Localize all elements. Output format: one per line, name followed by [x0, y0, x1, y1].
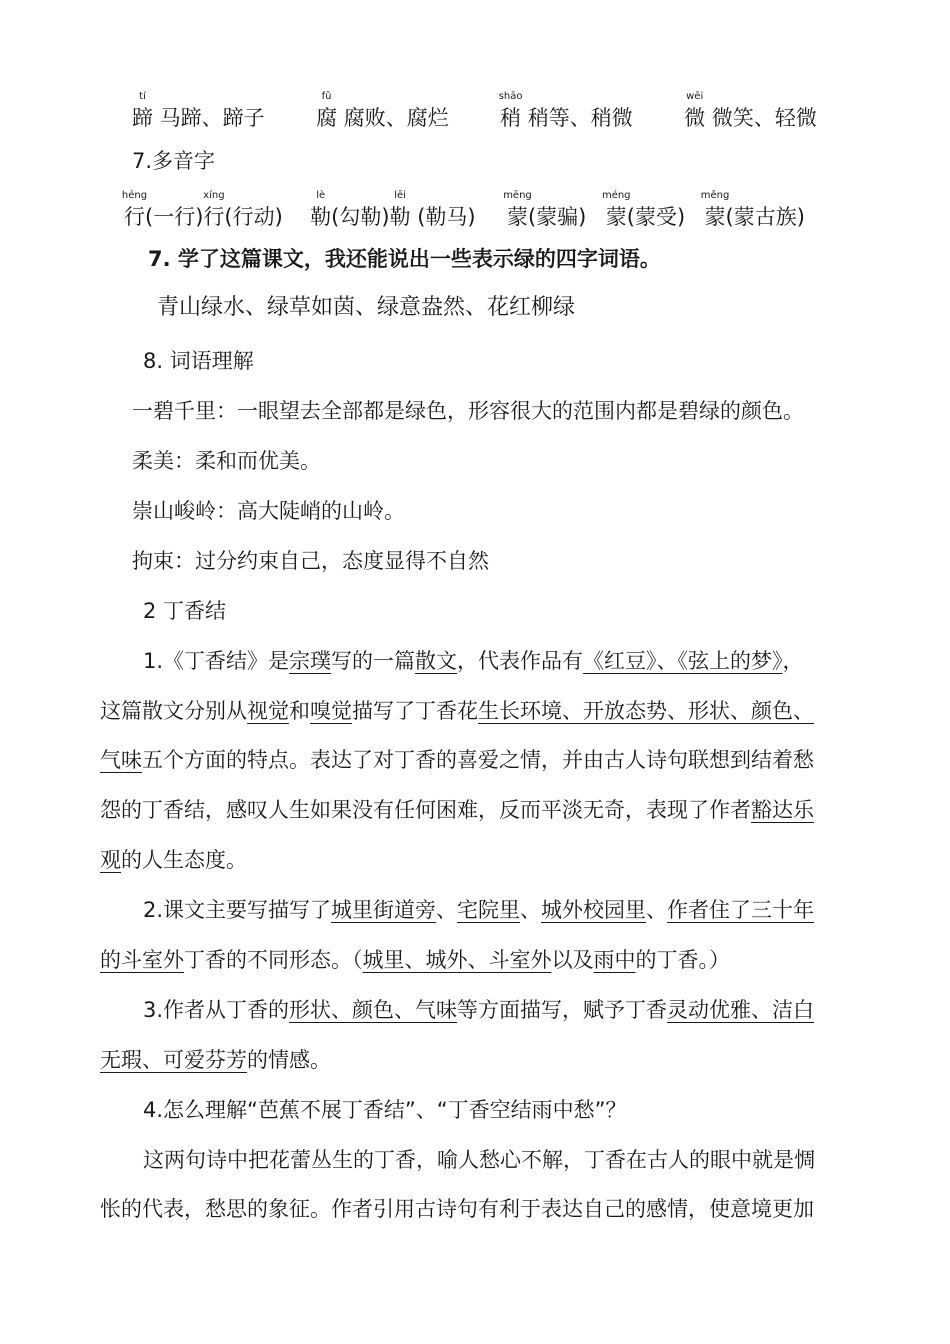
q4-answer-line: 怅的代表，愁思的象征。作者引用古诗句有利于表达自己的感情，使意境更加 — [100, 1197, 814, 1221]
pinyin-char: méng 蒙 — [601, 190, 631, 229]
polyphone-word: (蒙古族) — [725, 205, 805, 229]
q7-title: 7. 学了这篇课文，我还能说出一些表示绿的四字词语。 — [148, 247, 661, 271]
pinyin-char: lēi 勒 — [389, 190, 411, 229]
vocab-item: 崇山峻岭：高大陡峭的山岭。 — [132, 499, 405, 523]
polyphone-heading: 7.多音字 — [132, 149, 216, 173]
polyphone-word: (勾勒) — [331, 205, 390, 229]
pinyin-char: fǔ 腐 — [316, 91, 338, 130]
paragraph-2-line: 2.课文主要写描写了城里街道旁、宅院里、城外校园里、作者住了三十年 — [143, 898, 815, 922]
paragraph-1-line: 1.《丁香结》是宗璞写的一篇散文，代表作品有《红豆》、《弦上的梦》， — [143, 649, 804, 673]
pinyin-char: wēi 微 — [684, 91, 706, 130]
q7-answer: 青山绿水、绿草如茵、绿意盎然、花红柳绿 — [157, 295, 576, 320]
pinyin-char: shāo 稍 — [498, 91, 523, 130]
pinyin-char: lè 勒 — [310, 190, 332, 229]
pinyin-char: měng 蒙 — [700, 190, 730, 229]
vocab-item: 一碧千里：一眼望去全部都是绿色，形容很大的范围内都是碧绿的颜色。 — [132, 399, 804, 423]
vocab-item: 柔美：柔和而优美。 — [132, 449, 321, 473]
vocab-heading: 8. 词语理解 — [143, 349, 254, 373]
lesson-heading: 2 丁香结 — [143, 599, 227, 623]
paragraph-3-line: 3.作者从丁香的形状、颜色、气味等方面描写，赋予丁香灵动优雅、洁白 — [143, 998, 815, 1022]
polyphone-word: (蒙受) — [626, 205, 686, 229]
char-words: 微笑、轻微 — [711, 106, 817, 130]
paragraph-3-line: 无瑕、可爱芬芳的情感。 — [100, 1048, 331, 1072]
paragraph-1-line: 观的人生态度。 — [100, 848, 247, 872]
char-words: 马蹄、蹄子 — [159, 106, 265, 130]
char-words: 稍等、稍微 — [527, 106, 633, 130]
pinyin-char: tí 蹄 — [132, 91, 153, 130]
pinyin-char: xíng 行 — [203, 190, 225, 229]
paragraph-1-line: 怨的丁香结，感叹人生如果没有任何困难，反而平淡无奇，表现了作者豁达乐 — [100, 798, 814, 822]
paragraph-1-line: 这篇散文分别从视觉和嗅觉描写了丁香花生长环境、开放态势、形状、颜色、 — [100, 699, 814, 723]
paragraph-2-line: 的斗室外丁香的不同形态。（城里、城外、斗室外以及雨中的丁香。） — [100, 948, 730, 972]
char-words: 腐败、腐烂 — [343, 106, 449, 130]
paragraph-1-line: 气味五个方面的特点。表达了对丁香的喜爱之情，并由古人诗句联想到结着愁 — [100, 748, 814, 772]
q4-question: 4.怎么理解“芭蕉不展丁香结”、“丁香空结雨中愁”？ — [143, 1098, 627, 1122]
polyphone-word: (行动) — [224, 205, 283, 229]
polyphone-row — [121, 190, 805, 232]
polyphone-word: (一行) — [145, 205, 204, 229]
pinyin-char: mēng 蒙 — [503, 190, 532, 229]
pinyin-row-1 — [132, 91, 817, 133]
vocab-item: 拘束：过分约束自己，态度显得不自然 — [132, 549, 489, 573]
q4-answer-line: 这两句诗中把花蕾丛生的丁香，喻人愁心不解，丁香在古人的眼中就是惆 — [143, 1148, 815, 1172]
polyphone-word: (勒马) — [410, 205, 476, 229]
polyphone-word: (蒙骗) — [527, 205, 587, 229]
pinyin-char: héng 行 — [121, 190, 148, 229]
